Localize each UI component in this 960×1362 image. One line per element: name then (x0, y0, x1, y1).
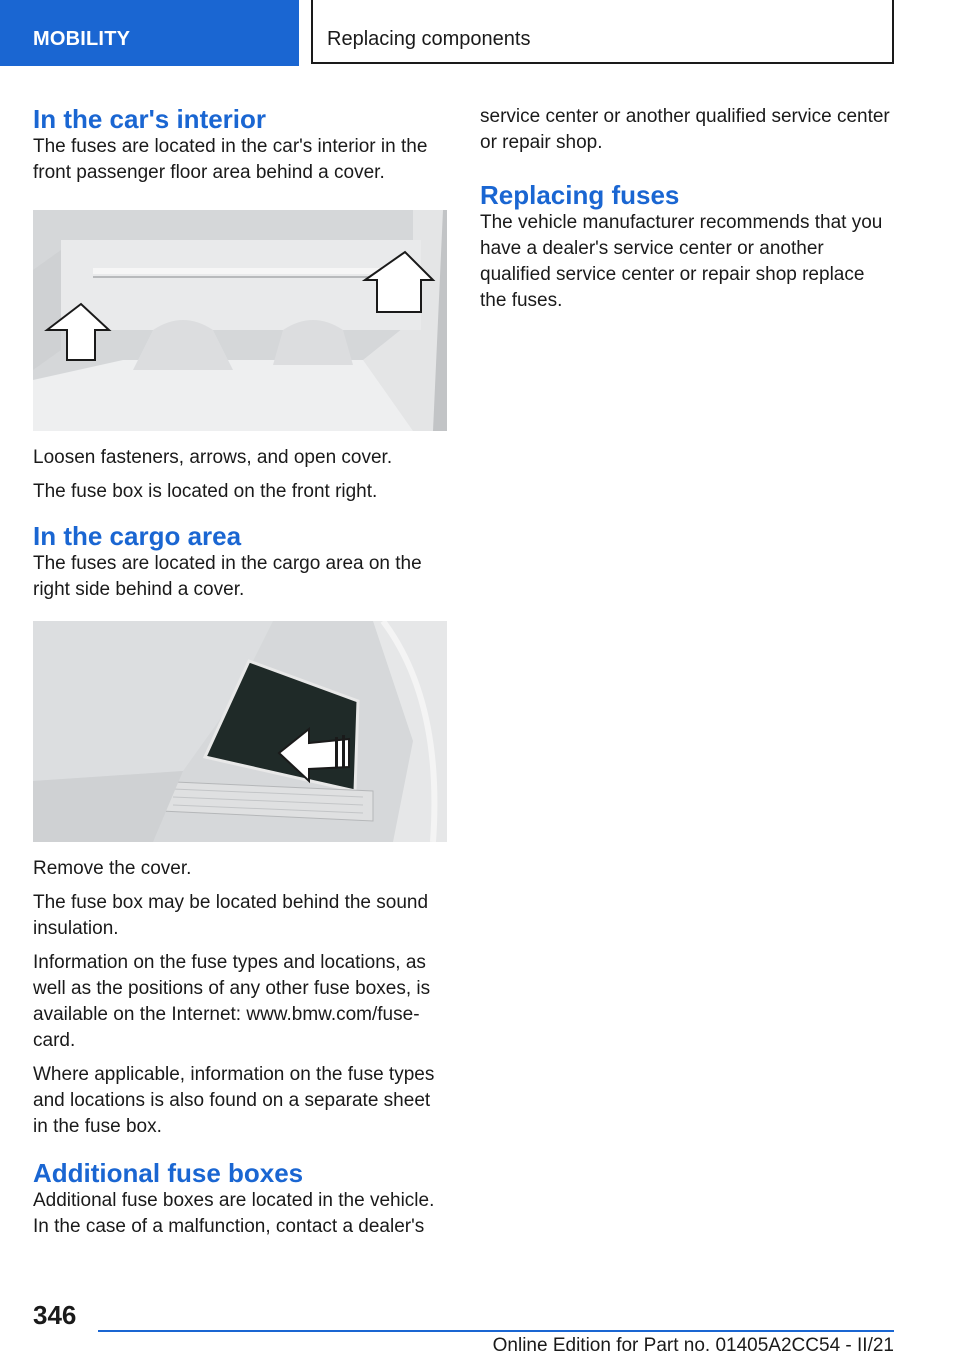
paragraph-loosen: Loosen fasteners, arrows, and open cover. (33, 447, 393, 468)
paragraph-additional: Additional fuse boxes are located in the vehicle. In the case of a malfunction, contact a dealer's (33, 1190, 435, 1237)
paragraph-front-right: The fuse box is located on the front right. (33, 481, 378, 502)
page-number: 346 (33, 1300, 77, 1330)
paragraph-interior: The fuses are located in the car's interior in the front passenger floor area behind a cover. (33, 136, 428, 183)
paragraph-insulation: The fuse box may be located behind the sound insulation. (33, 892, 429, 939)
header-topic-tab (311, 0, 894, 64)
paragraph-remove: Remove the cover. (33, 858, 192, 879)
footer-divider (98, 1330, 894, 1332)
heading-replacing: Replacing fuses (480, 180, 680, 210)
cargo-cover-image (33, 621, 447, 842)
heading-interior: In the car's interior (33, 104, 267, 134)
header-section-tab (0, 0, 299, 66)
cargo-cover-illustration (33, 621, 447, 842)
left-column (33, 104, 453, 1240)
footer-edition: Online Edition for Part no. 01405A2CC54 - II/21 (492, 1335, 894, 1356)
right-column (480, 104, 900, 314)
interior-cover-illustration (33, 210, 447, 431)
heading-additional: Additional fuse boxes (33, 1158, 304, 1188)
interior-cover-image (33, 210, 447, 431)
header-topic-label: Replacing components (327, 28, 531, 50)
heading-cargo: In the cargo area (33, 521, 242, 551)
paragraph-info: Information on the fuse types and locations, as well as the positions of any other fuse boxes, is available on the Internet: www.bmw.com/fuse-card. (33, 952, 431, 1051)
header-section-label: MOBILITY (33, 28, 131, 50)
paragraph-cargo: The fuses are located in the cargo area on the right side behind a cover. (33, 553, 422, 600)
paragraph-continue: service center or another qualified service center or repair shop. (480, 106, 890, 153)
paragraph-sheet: Where applicable, information on the fuse types and locations is also found on a separate sheet in the fuse box. (33, 1064, 435, 1137)
paragraph-replacing: The vehicle manufacturer recommends that you have a dealer's service center or another qualified service center or repair shop replace the fuses. (480, 212, 883, 311)
